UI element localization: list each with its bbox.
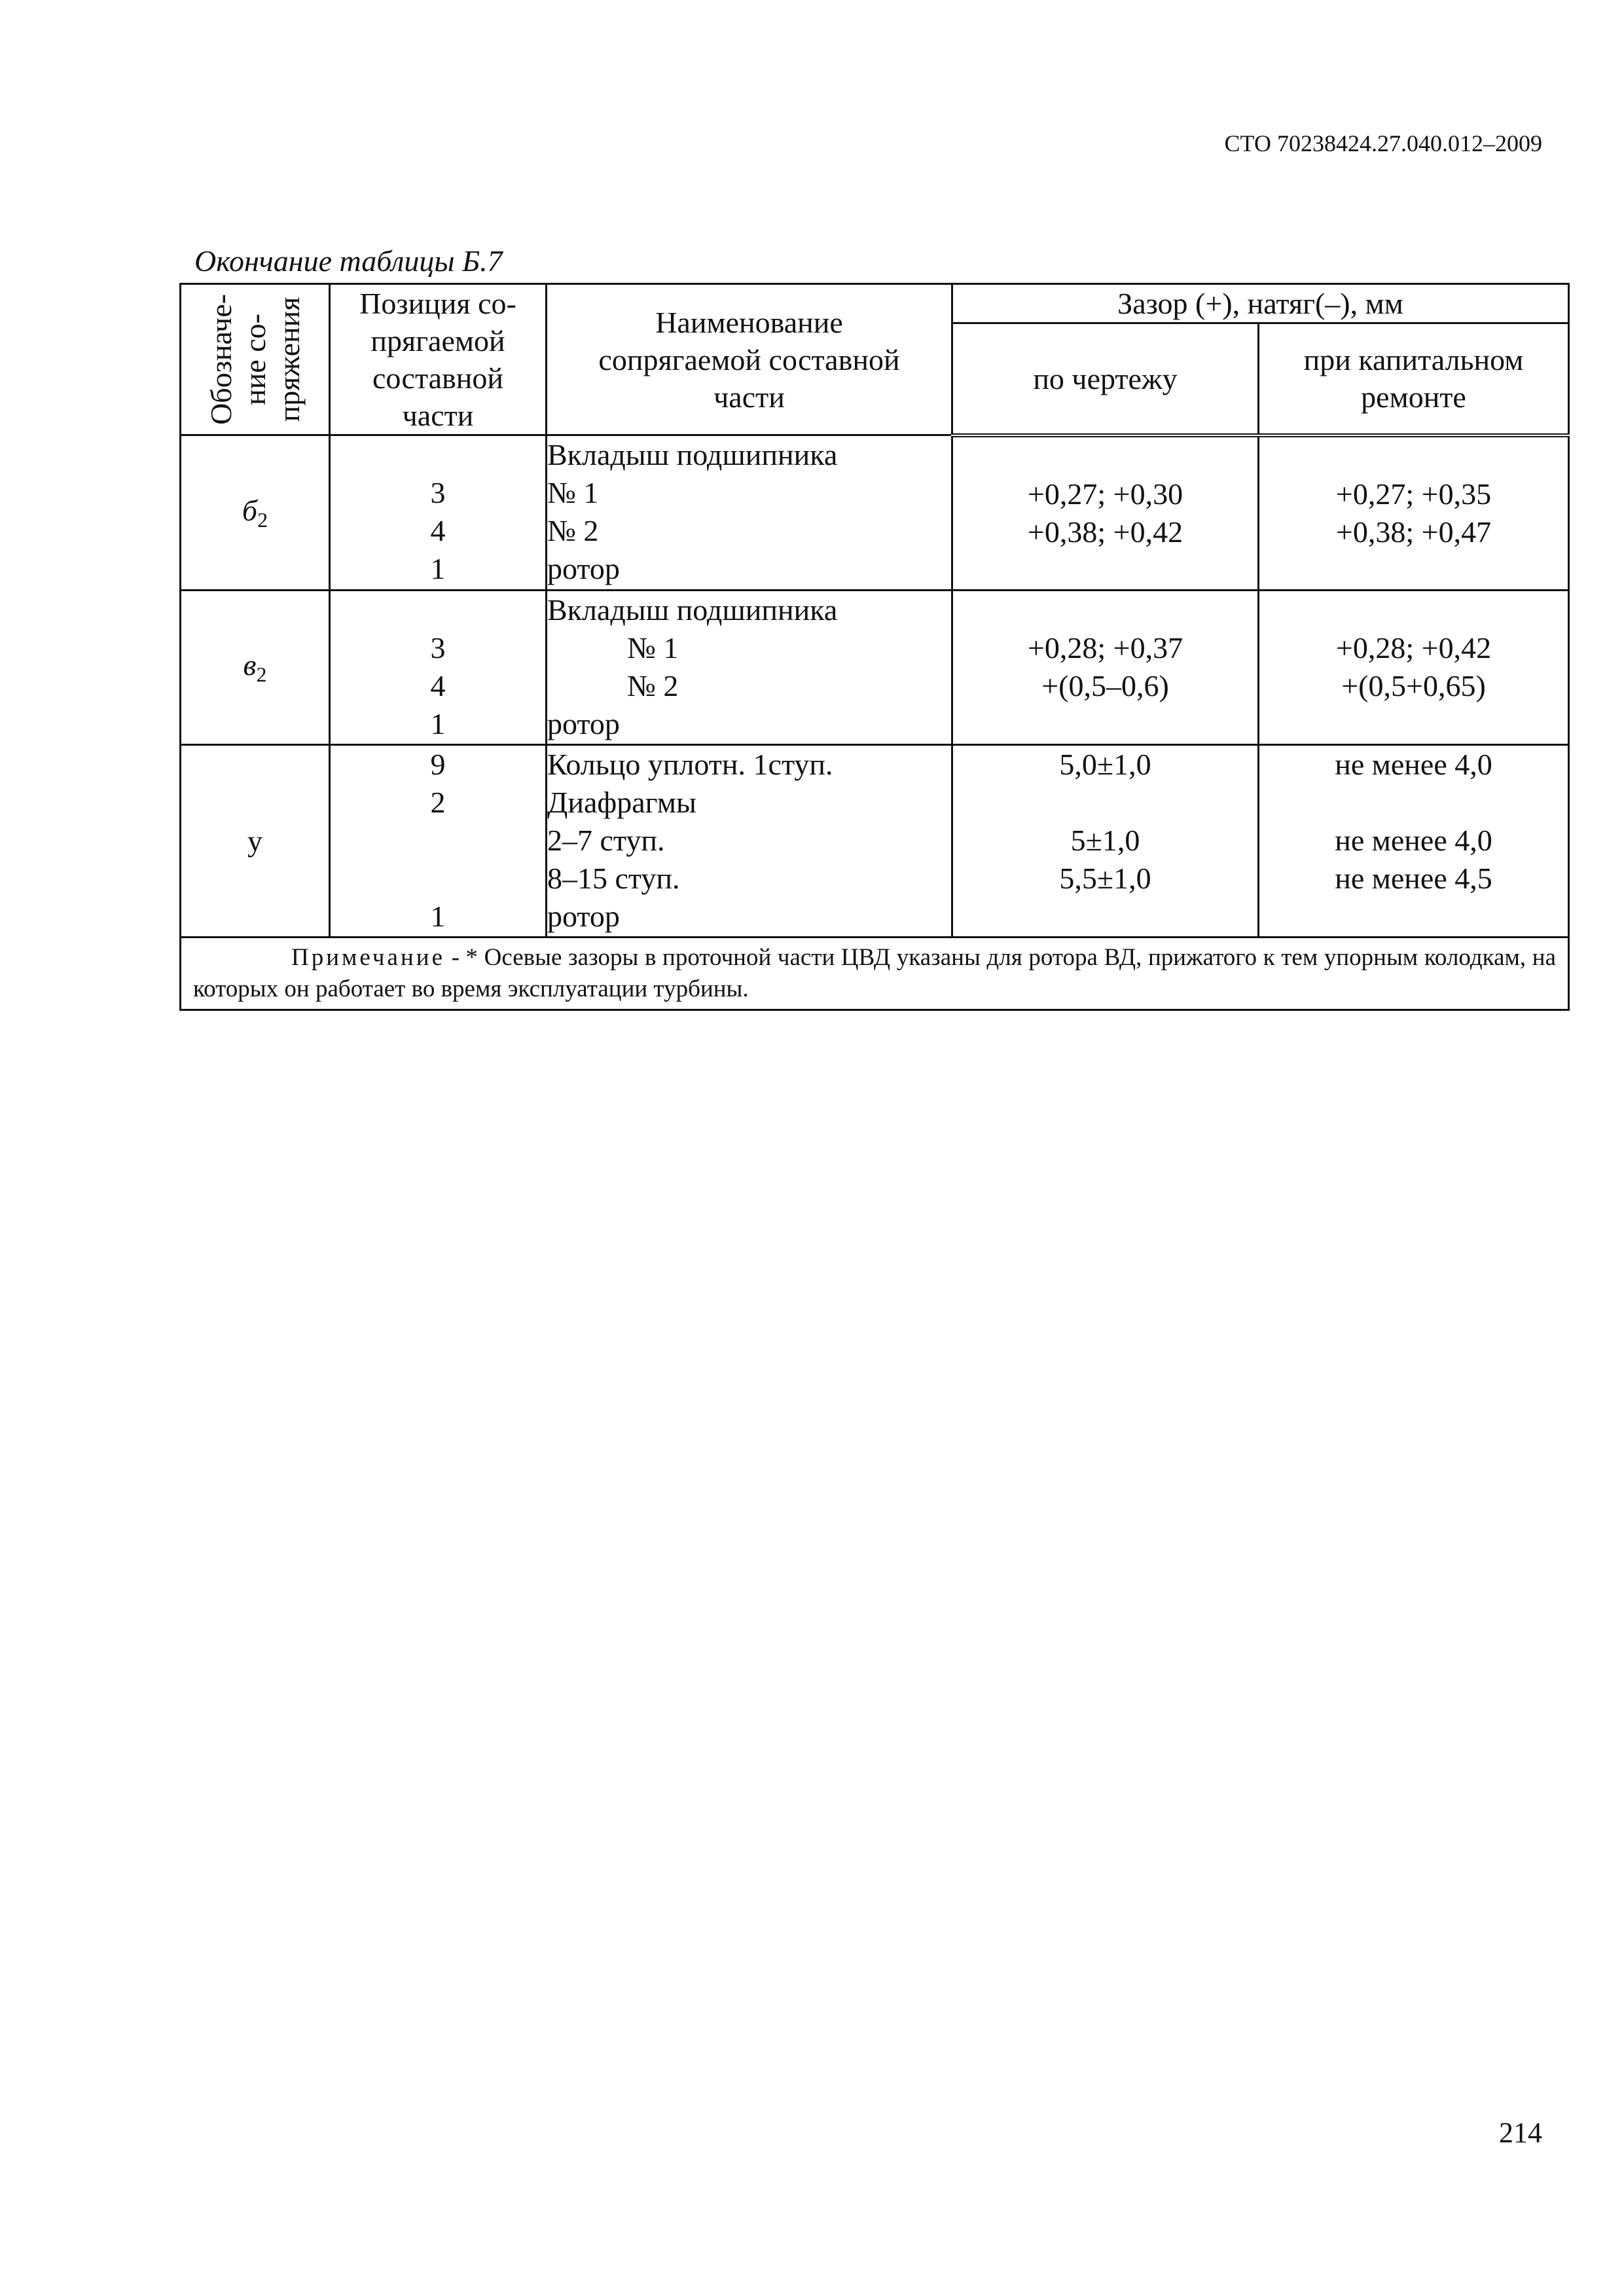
part-name-cell: Кольцо уплотн. 1ступ. Диафрагмы 2–7 ступ. 8–15 ступ. ротор bbox=[547, 744, 952, 937]
designation-v2: $в_2$ bbox=[181, 590, 330, 744]
header-position: Позиция со- прягаемой составной части bbox=[330, 284, 547, 435]
position-cell: 3 4 1 bbox=[330, 590, 547, 744]
header-designation bbox=[181, 284, 330, 435]
designation-b2: $б_2$ bbox=[181, 435, 330, 591]
table-row-group-v2 bbox=[181, 590, 1569, 744]
by-drawing-cell: 5,0±1,0 5±1,0 5,5±1,0 bbox=[952, 744, 1259, 937]
part-name-cell: Вкладыш подшипника № 1 № 2 ротор bbox=[547, 590, 952, 744]
table-row-group-b2 bbox=[181, 435, 1569, 591]
capital-repair-cell: +0,28; +0,42 +(0,5+0,65) bbox=[1259, 590, 1569, 744]
header-by-drawing: по чертежу bbox=[952, 323, 1259, 435]
by-drawing-cell: +0,27; +0,30 +0,38; +0,42 bbox=[952, 435, 1259, 591]
note-label: Примечание bbox=[291, 943, 445, 971]
header-capital-repair: при капитальном ремонте bbox=[1259, 323, 1569, 435]
document-code: СТО 70238424.27.040.012–2009 bbox=[1224, 130, 1542, 156]
note-text: - * Осевые зазоры в проточной части ЦВД указаны для ротора ВД, прижатого к тем упорным колодкам, на которых он работает во время эксплуатации турбины. bbox=[193, 943, 1557, 1002]
header-designation-text: Обозначе- ние со- пряжения bbox=[204, 294, 306, 425]
clearance-table bbox=[179, 283, 1570, 1011]
capital-repair-cell: не менее 4,0 не менее 4,0 не менее 4,5 bbox=[1259, 744, 1569, 937]
header-gap-group: Зазор (+), натяг(–), мм bbox=[952, 284, 1569, 323]
position-cell: 3 4 1 bbox=[330, 435, 547, 591]
by-drawing-cell: +0,28; +0,37 +(0,5–0,6) bbox=[952, 590, 1259, 744]
table-note-row bbox=[181, 937, 1569, 1010]
table-note bbox=[181, 937, 1569, 1010]
header-part-name: Наименование сопрягаемой составной части bbox=[547, 284, 952, 435]
position-cell: 9 2 1 bbox=[330, 744, 547, 937]
table-row-group-u bbox=[181, 744, 1569, 937]
page-number: 214 bbox=[1499, 2117, 1542, 2149]
capital-repair-cell: +0,27; +0,35 +0,38; +0,47 bbox=[1259, 435, 1569, 591]
part-name-cell: Вкладыш подшипника № 1 № 2 ротор bbox=[547, 435, 952, 591]
table-caption: Окончание таблицы Б.7 bbox=[194, 244, 503, 278]
designation-u: у bbox=[181, 744, 330, 937]
